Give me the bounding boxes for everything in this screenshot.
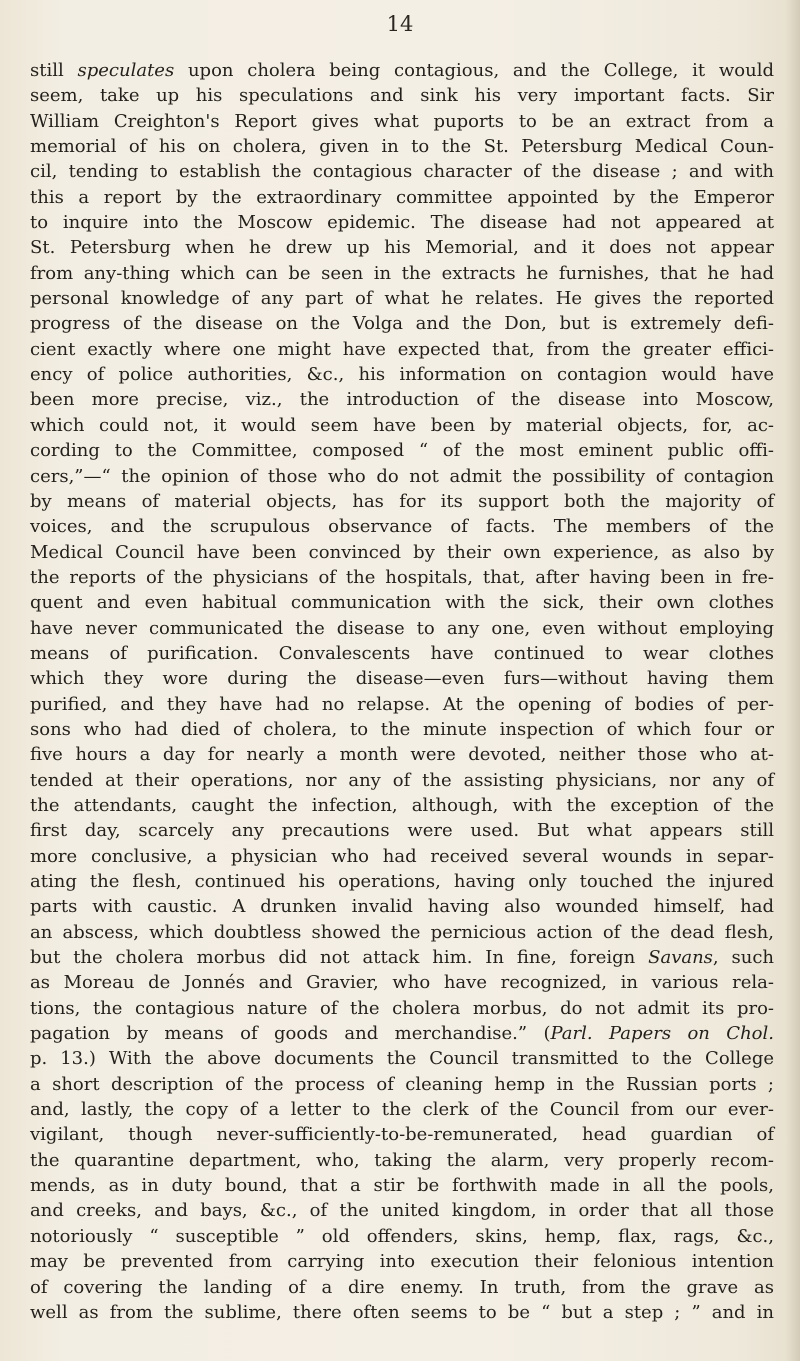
text-run: tions, the contagious nature of the cholera morbus, do not admit its pro- xyxy=(30,997,774,1019)
text-line xyxy=(30,413,774,438)
text-run: means of purification. Convalescents have continued to wear clothes xyxy=(30,642,774,664)
text-line xyxy=(30,996,774,1021)
text-run: this a report by the extraordinary committee appointed by the Emperor xyxy=(30,186,774,208)
text-line xyxy=(30,514,774,539)
text-line xyxy=(30,742,774,767)
text-run: ency of police authorities, &c., his information on contagion would have xyxy=(30,364,774,386)
page-number: 14 xyxy=(386,12,414,36)
text-run: Medical Council have been convinced by their own experience, as also by xyxy=(30,541,774,563)
text-run: but the cholera morbus did not attack him. In fine, foreign xyxy=(30,947,649,969)
text-run: parts with caustic. A drunken invalid having also wounded himself, had xyxy=(30,896,774,918)
text-run: mends, as in duty bound, that a stir be forthwith made in all the pools, xyxy=(30,1175,774,1197)
text-line xyxy=(30,1148,774,1173)
text-line xyxy=(30,311,774,336)
text-run: voices, and the scrupulous observance of facts. The members of the xyxy=(30,516,774,538)
text-run: memorial of his on cholera, given in to the St. Petersburg Medical Coun- xyxy=(30,136,774,158)
text-line xyxy=(30,970,774,995)
text-run: more conclusive, a physician who had received several wounds in separ- xyxy=(30,845,774,867)
text-line xyxy=(30,540,774,565)
text-run: five hours a day for nearly a month were devoted, neither those who at- xyxy=(30,744,774,766)
text-line xyxy=(30,1198,774,1223)
text-line xyxy=(30,235,774,260)
text-line xyxy=(30,387,774,412)
text-line xyxy=(30,793,774,818)
text-run: to inquire into the Moscow epidemic. The disease had not appeared at xyxy=(30,212,774,234)
text-line xyxy=(30,590,774,615)
text-line xyxy=(30,1097,774,1122)
text-run: and, lastly, the copy of a letter to the clerk of the Council from our ever- xyxy=(30,1099,774,1121)
text-run: purified, and they have had no relapse. At the opening of bodies of per- xyxy=(30,693,774,715)
text-line xyxy=(30,1021,774,1046)
text-line xyxy=(30,438,774,463)
text-line xyxy=(30,1249,774,1274)
text-line xyxy=(30,920,774,945)
text-run: which they wore during the disease—even furs—without having them xyxy=(30,668,774,690)
text-run: of covering the landing of a dire enemy. In truth, from the grave as xyxy=(30,1276,774,1298)
text-run: p. 13.) With the above documents the Council transmitted to the College xyxy=(30,1048,774,1070)
text-run: cording to the Committee, composed “ of the most eminent public offi- xyxy=(30,440,774,462)
text-run: sons who had died of cholera, to the minute inspection of which four or xyxy=(30,718,774,740)
text-run: the attendants, caught the infection, although, with the exception of the xyxy=(30,794,774,816)
text-line xyxy=(30,818,774,843)
text-line xyxy=(30,489,774,514)
text-run: which could not, it would seem have been by material objects, for, ac- xyxy=(30,414,774,436)
text-line xyxy=(30,1072,774,1097)
text-line xyxy=(30,1224,774,1249)
text-line xyxy=(30,210,774,235)
text-run: from any-thing which can be seen in the extracts he furnishes, that he had xyxy=(30,262,774,284)
text-line xyxy=(30,1046,774,1071)
text-run: an abscess, which doubtless showed the pernicious action of the dead flesh, xyxy=(30,921,774,943)
text-line xyxy=(30,261,774,286)
text-line xyxy=(30,768,774,793)
text-run: ating the flesh, continued his operations, having only touched the injured xyxy=(30,871,774,892)
text-run: notoriously “ susceptible ” old offenders, skins, hemp, flax, rags, &c., xyxy=(30,1225,774,1247)
text-run: seem, take up his speculations and sink his very important facts. Sir xyxy=(30,85,774,107)
italic-text: Parl. Papers on Chol. xyxy=(550,1023,774,1045)
text-line xyxy=(30,1173,774,1198)
text-line xyxy=(30,58,774,83)
text-run: William Creighton's Report gives what puports to be an extract from a xyxy=(30,110,774,132)
text-run: progress of the disease on the Volga and the Don, but is extremely defi- xyxy=(30,313,774,335)
italic-text: speculates xyxy=(77,60,175,81)
text-run: may be prevented from carrying into execution their felonious intention xyxy=(30,1251,774,1273)
text-line xyxy=(30,1122,774,1147)
text-run: the quarantine department, who, taking the alarm, very properly recom- xyxy=(30,1149,774,1171)
text-run: well as from the sublime, there often seems to be “ but a step ; ” and in xyxy=(30,1301,774,1323)
text-run: the reports of the physicians of the hospitals, that, after having been in fre- xyxy=(30,566,774,588)
text-run: , such xyxy=(712,947,774,969)
text-line xyxy=(30,945,774,970)
page-edge-shadow xyxy=(786,0,800,1361)
text-line xyxy=(30,1300,774,1325)
text-line xyxy=(30,616,774,641)
text-line xyxy=(30,362,774,387)
text-run: first day, scarcely any precautions were used. But what appears still xyxy=(30,820,774,842)
text-line xyxy=(30,844,774,869)
body-text xyxy=(30,58,774,1325)
text-line xyxy=(30,717,774,742)
text-line xyxy=(30,565,774,590)
text-line xyxy=(30,134,774,159)
text-line xyxy=(30,185,774,210)
text-run: personal knowledge of any part of what he relates. He gives the reported xyxy=(30,288,774,310)
text-line xyxy=(30,286,774,311)
text-line xyxy=(30,337,774,362)
text-line xyxy=(30,83,774,108)
text-line xyxy=(30,159,774,184)
text-run: still xyxy=(30,60,78,81)
text-run: St. Petersburg when he drew up his Memorial, and it does not appear xyxy=(30,237,774,259)
text-run: upon cholera being contagious, and the College, it would xyxy=(174,60,775,81)
text-run: pagation by means of goods and merchandise.” ( xyxy=(30,1023,551,1045)
text-run: by means of material objects, has for its support both the majority of xyxy=(30,490,774,512)
text-line xyxy=(30,109,774,134)
text-run: and creeks, and bays, &c., of the united kingdom, in order that all those xyxy=(30,1200,774,1222)
text-line xyxy=(30,692,774,717)
text-line xyxy=(30,869,774,894)
text-run: quent and even habitual communication with the sick, their own clothes xyxy=(30,592,774,614)
text-run: cient exactly where one might have expected that, from the greater effici- xyxy=(30,338,774,360)
text-line xyxy=(30,894,774,919)
text-line xyxy=(30,641,774,666)
text-line xyxy=(30,464,774,489)
text-run: vigilant, though never-sufficiently-to-be-remunerated, head guardian of xyxy=(30,1124,774,1146)
text-run: as Moreau de Jonnés and Gravier, who have recognized, in various rela- xyxy=(30,972,774,994)
text-run: been more precise, viz., the introduction of the disease into Moscow, xyxy=(30,389,774,411)
text-run: have never communicated the disease to any one, even without employing xyxy=(30,617,774,639)
text-run: cil, tending to establish the contagious character of the disease ; and with xyxy=(30,161,774,183)
text-line xyxy=(30,1275,774,1300)
text-run: a short description of the process of cleaning hemp in the Russian ports ; xyxy=(30,1073,774,1095)
italic-text: Savans xyxy=(648,947,713,969)
text-run: tended at their operations, nor any of the assisting physicians, nor any of xyxy=(30,769,774,791)
text-line xyxy=(30,666,774,691)
text-run: cers,”—“ the opinion of those who do not admit the possibility of contagion xyxy=(30,465,774,487)
